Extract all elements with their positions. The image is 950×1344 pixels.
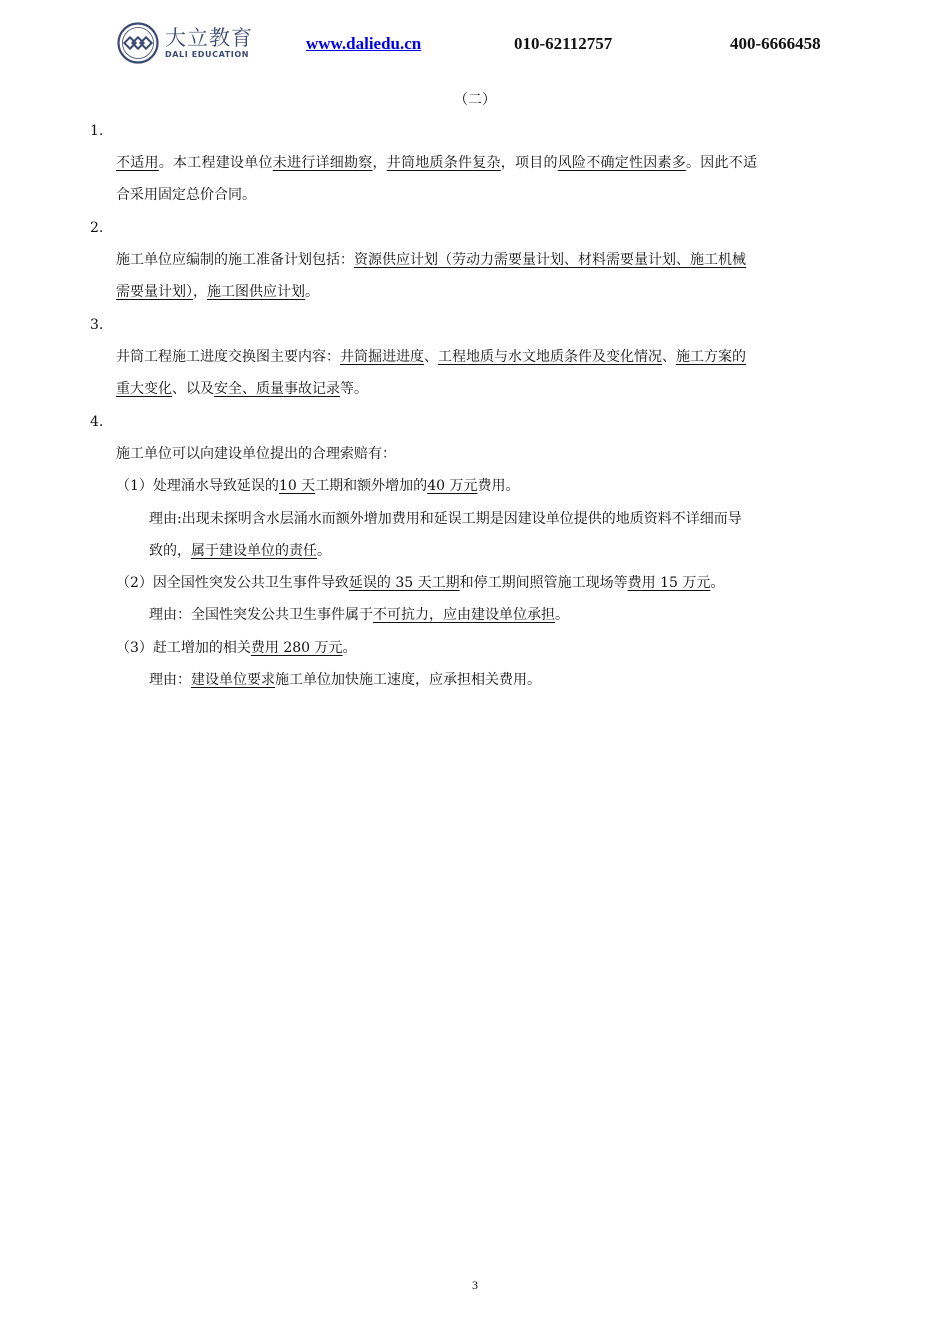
answer-4-intro: 施工单位可以向建设单位提出的合理索赔有： — [116, 446, 396, 462]
answer-2-line-2: 需要量计划），施工图供应计划。 — [116, 284, 319, 300]
dali-emblem-icon — [117, 22, 159, 64]
page-header — [0, 0, 950, 80]
claim-1: （1）处理涌水导致延误的10 天工期和额外增加的40 万元费用。 — [116, 478, 520, 494]
website-link[interactable]: www.daliedu.cn — [306, 34, 422, 53]
answer-3-line-1: 井筒工程施工进度交换图主要内容：井筒掘进进度、工程地质与水文地质条件及变化情况、施工方案的 — [116, 349, 746, 365]
dali-logo — [117, 20, 262, 66]
claim-2: （2）因全国性突发公共卫生事件导致延误的 35 天工期和停工期间照管施工现场等费用 15 万元。 — [116, 575, 725, 591]
claim-1-reason-line-2: 致的，属于建设单位的责任。 — [149, 543, 331, 559]
page-number: 3 — [472, 1278, 478, 1292]
logo-english-name: DALI EDUCATION — [165, 50, 250, 59]
claim-3-reason: 理由：建设单位要求施工单位加快施工速度，应承担相关费用。 — [149, 672, 541, 688]
answer-2-number: 2. — [90, 220, 104, 236]
answer-1-number: 1. — [90, 123, 104, 139]
answer-4-number: 4. — [90, 414, 104, 430]
answer-3-number: 3. — [90, 317, 104, 333]
phone-number-1: 010-62112757 — [514, 34, 613, 53]
claim-3: （3）赶工增加的相关费用 280 万元。 — [116, 640, 357, 656]
phone-number-2: 400-6666458 — [730, 34, 821, 53]
claim-2-reason: 理由：全国性突发公共卫生事件属于不可抗力，应由建设单位承担。 — [149, 607, 569, 623]
logo-chinese-name: 大立教育 — [165, 26, 253, 50]
answer-1-line-1: 不适用。本工程建设单位未进行详细勘察，井筒地质条件复杂，项目的风险不确定性因素多。因此不适 — [116, 155, 758, 171]
answer-2-line-1: 施工单位应编制的施工准备计划包括：资源供应计划（劳动力需要量计划、材料需要量计划、施工机械 — [116, 252, 746, 268]
answer-3-line-2: 重大变化、以及安全、质量事故记录等。 — [116, 381, 368, 397]
answer-1-key-not-applicable: 不适用 — [116, 155, 159, 171]
answer-1-line-2: 合采用固定总价合同。 — [116, 187, 256, 203]
section-title: （二） — [454, 92, 496, 108]
claim-1-reason-line-1: 理由:出现未探明含水层涌水而额外增加费用和延误工期是因建设单位提供的地质资料不详细而导 — [149, 511, 742, 527]
